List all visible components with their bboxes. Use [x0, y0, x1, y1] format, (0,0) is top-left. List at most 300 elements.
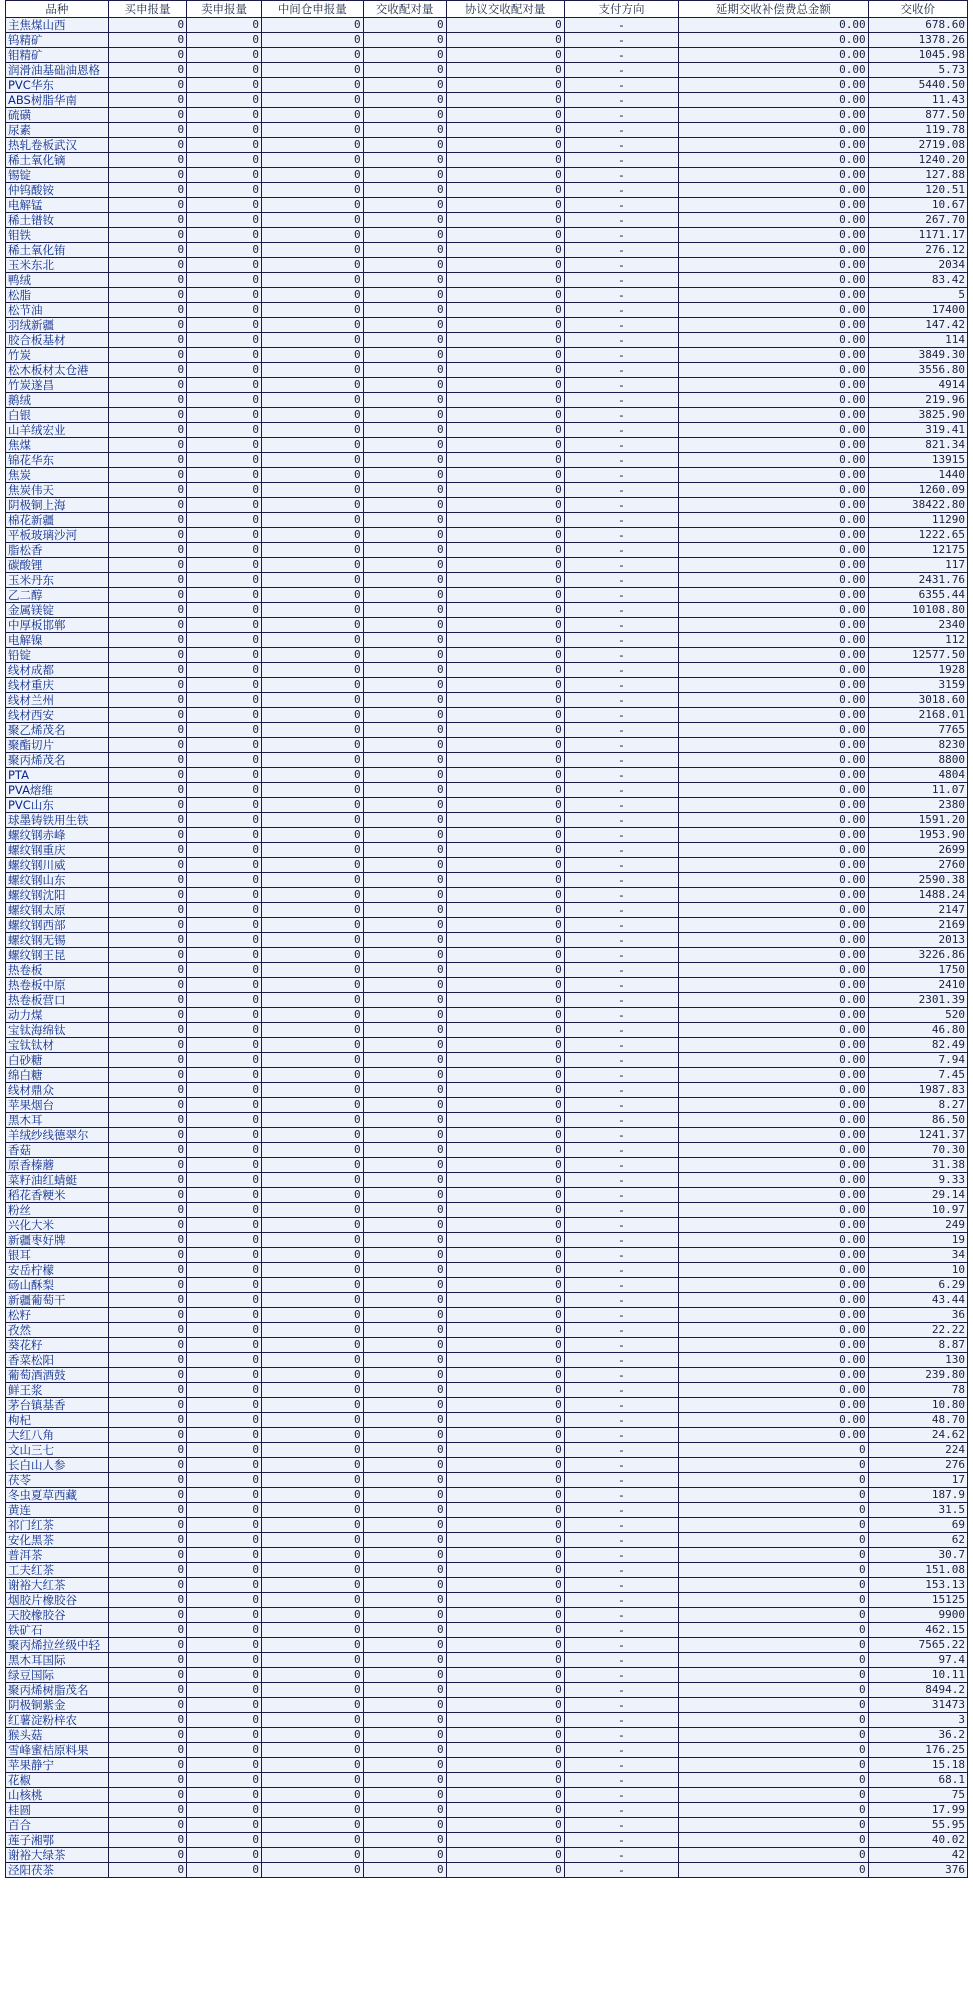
cell-sell-declared: 0 — [187, 1053, 262, 1068]
table-row — [6, 978, 968, 993]
cell-payment-direction: - — [564, 1383, 679, 1398]
cell-agreement-matched: 0 — [446, 363, 564, 378]
cell-matched: 0 — [363, 1383, 446, 1398]
cell-settlement-price: 2169 — [868, 918, 967, 933]
cell-buy-declared: 0 — [108, 63, 186, 78]
cell-middle-declared: 0 — [261, 1773, 363, 1788]
table-row — [6, 1698, 968, 1713]
cell-deferral-fee: 0.00 — [679, 1368, 868, 1383]
cell-middle-declared: 0 — [261, 1068, 363, 1083]
cell-agreement-matched: 0 — [446, 48, 564, 63]
cell-matched: 0 — [363, 63, 446, 78]
cell-payment-direction: - — [564, 288, 679, 303]
cell-matched: 0 — [363, 198, 446, 213]
cell-settlement-price: 86.50 — [868, 1113, 967, 1128]
cell-payment-direction: - — [564, 1218, 679, 1233]
cell-deferral-fee: 0 — [679, 1533, 868, 1548]
cell-agreement-matched: 0 — [446, 1728, 564, 1743]
table-row — [6, 1173, 968, 1188]
cell-agreement-matched: 0 — [446, 1068, 564, 1083]
cell-matched: 0 — [363, 1608, 446, 1623]
cell-sell-declared: 0 — [187, 1503, 262, 1518]
cell-variety: 百合 — [6, 1818, 109, 1833]
cell-buy-declared: 0 — [108, 1113, 186, 1128]
cell-buy-declared: 0 — [108, 423, 186, 438]
cell-deferral-fee: 0.00 — [679, 468, 868, 483]
cell-settlement-price: 678.60 — [868, 18, 967, 33]
cell-middle-declared: 0 — [261, 888, 363, 903]
table-row — [6, 1773, 968, 1788]
cell-middle-declared: 0 — [261, 1458, 363, 1473]
cell-settlement-price: 7.45 — [868, 1068, 967, 1083]
cell-variety: 孜然 — [6, 1323, 109, 1338]
cell-deferral-fee: 0.00 — [679, 1053, 868, 1068]
cell-variety: 松脂 — [6, 288, 109, 303]
cell-agreement-matched: 0 — [446, 183, 564, 198]
cell-middle-declared: 0 — [261, 678, 363, 693]
cell-agreement-matched: 0 — [446, 1848, 564, 1863]
table-row — [6, 558, 968, 573]
cell-middle-declared: 0 — [261, 1623, 363, 1638]
cell-variety: 稀土氧化镝 — [6, 153, 109, 168]
cell-payment-direction: - — [564, 1143, 679, 1158]
table-row — [6, 1563, 968, 1578]
cell-payment-direction: - — [564, 558, 679, 573]
cell-sell-declared: 0 — [187, 1248, 262, 1263]
cell-payment-direction: - — [564, 1293, 679, 1308]
cell-deferral-fee: 0 — [679, 1683, 868, 1698]
cell-deferral-fee: 0.00 — [679, 18, 868, 33]
cell-buy-declared: 0 — [108, 1758, 186, 1773]
cell-variety: 金属镁锭 — [6, 603, 109, 618]
cell-variety: 聚丙烯茂名 — [6, 753, 109, 768]
cell-matched: 0 — [363, 78, 446, 93]
cell-settlement-price: 12577.50 — [868, 648, 967, 663]
cell-matched: 0 — [363, 1533, 446, 1548]
cell-middle-declared: 0 — [261, 828, 363, 843]
cell-sell-declared: 0 — [187, 1188, 262, 1203]
cell-deferral-fee: 0.00 — [679, 348, 868, 363]
cell-deferral-fee: 0.00 — [679, 153, 868, 168]
cell-agreement-matched: 0 — [446, 708, 564, 723]
cell-sell-declared: 0 — [187, 423, 262, 438]
cell-buy-declared: 0 — [108, 108, 186, 123]
cell-variety: 鲜王浆 — [6, 1383, 109, 1398]
cell-matched: 0 — [363, 423, 446, 438]
cell-variety: 锦花华东 — [6, 453, 109, 468]
cell-deferral-fee: 0.00 — [679, 618, 868, 633]
cell-deferral-fee: 0.00 — [679, 408, 868, 423]
cell-matched: 0 — [363, 1188, 446, 1203]
cell-payment-direction: - — [564, 1173, 679, 1188]
cell-middle-declared: 0 — [261, 108, 363, 123]
cell-deferral-fee: 0.00 — [679, 573, 868, 588]
cell-matched: 0 — [363, 1518, 446, 1533]
cell-payment-direction: - — [564, 1068, 679, 1083]
table-row — [6, 1683, 968, 1698]
cell-middle-declared: 0 — [261, 1833, 363, 1848]
cell-deferral-fee: 0.00 — [679, 783, 868, 798]
cell-deferral-fee: 0.00 — [679, 1143, 868, 1158]
cell-variety: 竹炭遂昌 — [6, 378, 109, 393]
cell-sell-declared: 0 — [187, 678, 262, 693]
cell-sell-declared: 0 — [187, 78, 262, 93]
table-row — [6, 1833, 968, 1848]
cell-matched: 0 — [363, 438, 446, 453]
cell-sell-declared: 0 — [187, 393, 262, 408]
cell-buy-declared: 0 — [108, 1773, 186, 1788]
cell-variety: 烟胶片橡胶谷 — [6, 1593, 109, 1608]
cell-settlement-price: 267.70 — [868, 213, 967, 228]
cell-matched: 0 — [363, 273, 446, 288]
cell-buy-declared: 0 — [108, 918, 186, 933]
cell-deferral-fee: 0.00 — [679, 393, 868, 408]
cell-agreement-matched: 0 — [446, 1473, 564, 1488]
cell-buy-declared: 0 — [108, 213, 186, 228]
table-row — [6, 948, 968, 963]
cell-middle-declared: 0 — [261, 318, 363, 333]
cell-middle-declared: 0 — [261, 588, 363, 603]
cell-deferral-fee: 0.00 — [679, 1233, 868, 1248]
cell-deferral-fee: 0.00 — [679, 483, 868, 498]
table-row — [6, 1533, 968, 1548]
cell-sell-declared: 0 — [187, 1743, 262, 1758]
cell-agreement-matched: 0 — [446, 93, 564, 108]
header-payment-direction: 支付方向 — [564, 1, 679, 18]
cell-matched: 0 — [363, 888, 446, 903]
cell-buy-declared: 0 — [108, 1818, 186, 1833]
cell-buy-declared: 0 — [108, 528, 186, 543]
cell-buy-declared: 0 — [108, 1233, 186, 1248]
cell-deferral-fee: 0.00 — [679, 1008, 868, 1023]
cell-sell-declared: 0 — [187, 888, 262, 903]
table-row — [6, 723, 968, 738]
cell-agreement-matched: 0 — [446, 588, 564, 603]
cell-deferral-fee: 0 — [679, 1668, 868, 1683]
cell-matched: 0 — [363, 18, 446, 33]
cell-matched: 0 — [363, 1263, 446, 1278]
cell-variety: 铅锭 — [6, 648, 109, 663]
cell-buy-declared: 0 — [108, 318, 186, 333]
cell-middle-declared: 0 — [261, 873, 363, 888]
cell-sell-declared: 0 — [187, 813, 262, 828]
cell-sell-declared: 0 — [187, 1608, 262, 1623]
cell-payment-direction: - — [564, 348, 679, 363]
table-row — [6, 393, 968, 408]
cell-settlement-price: 120.51 — [868, 183, 967, 198]
cell-variety: 热卷板 — [6, 963, 109, 978]
cell-agreement-matched: 0 — [446, 1818, 564, 1833]
cell-variety: PVC华东 — [6, 78, 109, 93]
cell-payment-direction: - — [564, 513, 679, 528]
table-row — [6, 693, 968, 708]
cell-buy-declared: 0 — [108, 573, 186, 588]
cell-agreement-matched: 0 — [446, 558, 564, 573]
cell-sell-declared: 0 — [187, 408, 262, 423]
cell-agreement-matched: 0 — [446, 1128, 564, 1143]
cell-deferral-fee: 0.00 — [679, 1308, 868, 1323]
cell-payment-direction: - — [564, 393, 679, 408]
cell-middle-declared: 0 — [261, 1188, 363, 1203]
cell-agreement-matched: 0 — [446, 573, 564, 588]
cell-agreement-matched: 0 — [446, 408, 564, 423]
cell-agreement-matched: 0 — [446, 423, 564, 438]
cell-buy-declared: 0 — [108, 453, 186, 468]
cell-deferral-fee: 0.00 — [679, 813, 868, 828]
cell-variety: 线材鼎众 — [6, 1083, 109, 1098]
cell-sell-declared: 0 — [187, 1083, 262, 1098]
cell-payment-direction: - — [564, 1248, 679, 1263]
cell-settlement-price: 376 — [868, 1863, 967, 1878]
cell-variety: 螺纹钢太原 — [6, 903, 109, 918]
cell-middle-declared: 0 — [261, 813, 363, 828]
cell-matched: 0 — [363, 873, 446, 888]
cell-middle-declared: 0 — [261, 1698, 363, 1713]
cell-variety: 苹果烟台 — [6, 1098, 109, 1113]
cell-middle-declared: 0 — [261, 1383, 363, 1398]
cell-matched: 0 — [363, 1068, 446, 1083]
cell-middle-declared: 0 — [261, 183, 363, 198]
table-row — [6, 1638, 968, 1653]
cell-variety: 红薯淀粉梓农 — [6, 1713, 109, 1728]
cell-buy-declared: 0 — [108, 1413, 186, 1428]
cell-payment-direction: - — [564, 1743, 679, 1758]
cell-variety: 文山三七 — [6, 1443, 109, 1458]
table-row — [6, 1518, 968, 1533]
cell-middle-declared: 0 — [261, 1173, 363, 1188]
cell-payment-direction: - — [564, 1728, 679, 1743]
cell-settlement-price: 46.80 — [868, 1023, 967, 1038]
cell-matched: 0 — [363, 1848, 446, 1863]
cell-settlement-price: 83.42 — [868, 273, 967, 288]
cell-agreement-matched: 0 — [446, 1533, 564, 1548]
table-row — [6, 213, 968, 228]
cell-matched: 0 — [363, 933, 446, 948]
cell-matched: 0 — [363, 1638, 446, 1653]
cell-agreement-matched: 0 — [446, 1008, 564, 1023]
cell-agreement-matched: 0 — [446, 1158, 564, 1173]
cell-sell-declared: 0 — [187, 648, 262, 663]
cell-matched: 0 — [363, 1713, 446, 1728]
cell-buy-declared: 0 — [108, 1548, 186, 1563]
cell-buy-declared: 0 — [108, 438, 186, 453]
cell-agreement-matched: 0 — [446, 303, 564, 318]
table-row — [6, 1338, 968, 1353]
cell-agreement-matched: 0 — [446, 1788, 564, 1803]
cell-agreement-matched: 0 — [446, 873, 564, 888]
cell-buy-declared: 0 — [108, 183, 186, 198]
cell-deferral-fee: 0.00 — [679, 1383, 868, 1398]
cell-deferral-fee: 0 — [679, 1728, 868, 1743]
table-row — [6, 1803, 968, 1818]
cell-payment-direction: - — [564, 1713, 679, 1728]
cell-settlement-price: 2410 — [868, 978, 967, 993]
cell-middle-declared: 0 — [261, 333, 363, 348]
cell-agreement-matched: 0 — [446, 1218, 564, 1233]
cell-agreement-matched: 0 — [446, 1083, 564, 1098]
cell-settlement-price: 1953.90 — [868, 828, 967, 843]
cell-agreement-matched: 0 — [446, 1608, 564, 1623]
cell-deferral-fee: 0.00 — [679, 933, 868, 948]
cell-payment-direction: - — [564, 1053, 679, 1068]
cell-matched: 0 — [363, 1353, 446, 1368]
table-row — [6, 1263, 968, 1278]
cell-buy-declared: 0 — [108, 948, 186, 963]
cell-agreement-matched: 0 — [446, 1113, 564, 1128]
table-row — [6, 363, 968, 378]
cell-matched: 0 — [363, 858, 446, 873]
cell-buy-declared: 0 — [108, 33, 186, 48]
cell-settlement-price: 2431.76 — [868, 573, 967, 588]
cell-variety: 热轧卷板武汉 — [6, 138, 109, 153]
cell-deferral-fee: 0.00 — [679, 603, 868, 618]
cell-deferral-fee: 0 — [679, 1758, 868, 1773]
cell-agreement-matched: 0 — [446, 858, 564, 873]
cell-matched: 0 — [363, 768, 446, 783]
cell-settlement-price: 1045.98 — [868, 48, 967, 63]
cell-matched: 0 — [363, 798, 446, 813]
cell-settlement-price: 3556.80 — [868, 363, 967, 378]
table-row — [6, 228, 968, 243]
cell-variety: 长白山人参 — [6, 1458, 109, 1473]
cell-deferral-fee: 0.00 — [679, 363, 868, 378]
table-row — [6, 198, 968, 213]
cell-payment-direction: - — [564, 153, 679, 168]
cell-buy-declared: 0 — [108, 1488, 186, 1503]
table-row — [6, 1368, 968, 1383]
table-row — [6, 588, 968, 603]
cell-variety: 线材重庆 — [6, 678, 109, 693]
cell-sell-declared: 0 — [187, 273, 262, 288]
cell-settlement-price: 62 — [868, 1533, 967, 1548]
cell-deferral-fee: 0.00 — [679, 1263, 868, 1278]
cell-middle-declared: 0 — [261, 288, 363, 303]
cell-agreement-matched: 0 — [446, 978, 564, 993]
cell-middle-declared: 0 — [261, 1593, 363, 1608]
table-row — [6, 903, 968, 918]
table-row — [6, 93, 968, 108]
cell-sell-declared: 0 — [187, 708, 262, 723]
cell-deferral-fee: 0.00 — [679, 588, 868, 603]
cell-deferral-fee: 0.00 — [679, 738, 868, 753]
cell-payment-direction: - — [564, 198, 679, 213]
cell-deferral-fee: 0.00 — [679, 723, 868, 738]
cell-agreement-matched: 0 — [446, 918, 564, 933]
cell-variety: 玉米东北 — [6, 258, 109, 273]
cell-payment-direction: - — [564, 1683, 679, 1698]
cell-settlement-price: 276 — [868, 1458, 967, 1473]
cell-agreement-matched: 0 — [446, 903, 564, 918]
cell-settlement-price: 114 — [868, 333, 967, 348]
cell-payment-direction: - — [564, 1848, 679, 1863]
cell-payment-direction: - — [564, 483, 679, 498]
cell-buy-declared: 0 — [108, 543, 186, 558]
cell-payment-direction: - — [564, 1503, 679, 1518]
cell-middle-declared: 0 — [261, 843, 363, 858]
cell-agreement-matched: 0 — [446, 1308, 564, 1323]
cell-variety: 宝钛钛材 — [6, 1038, 109, 1053]
cell-middle-declared: 0 — [261, 1368, 363, 1383]
cell-settlement-price: 176.25 — [868, 1743, 967, 1758]
cell-settlement-price: 36 — [868, 1308, 967, 1323]
cell-matched: 0 — [363, 1248, 446, 1263]
table-row — [6, 1278, 968, 1293]
cell-buy-declared: 0 — [108, 1188, 186, 1203]
cell-settlement-price: 1222.65 — [868, 528, 967, 543]
cell-settlement-price: 2168.01 — [868, 708, 967, 723]
cell-settlement-price: 1928 — [868, 663, 967, 678]
cell-deferral-fee: 0.00 — [679, 1293, 868, 1308]
cell-middle-declared: 0 — [261, 768, 363, 783]
cell-agreement-matched: 0 — [446, 378, 564, 393]
table-row — [6, 423, 968, 438]
cell-matched: 0 — [363, 813, 446, 828]
cell-matched: 0 — [363, 1593, 446, 1608]
cell-agreement-matched: 0 — [446, 1593, 564, 1608]
cell-variety: 棉花新疆 — [6, 513, 109, 528]
cell-agreement-matched: 0 — [446, 1263, 564, 1278]
cell-middle-declared: 0 — [261, 393, 363, 408]
cell-payment-direction: - — [564, 663, 679, 678]
cell-buy-declared: 0 — [108, 1203, 186, 1218]
cell-variety: PTA — [6, 768, 109, 783]
table-row — [6, 303, 968, 318]
cell-payment-direction: - — [564, 63, 679, 78]
table-row — [6, 168, 968, 183]
cell-buy-declared: 0 — [108, 513, 186, 528]
cell-matched: 0 — [363, 288, 446, 303]
cell-sell-declared: 0 — [187, 1428, 262, 1443]
cell-variety: 焦炭伟天 — [6, 483, 109, 498]
cell-agreement-matched: 0 — [446, 1803, 564, 1818]
cell-buy-declared: 0 — [108, 1623, 186, 1638]
cell-middle-declared: 0 — [261, 978, 363, 993]
cell-matched: 0 — [363, 1158, 446, 1173]
cell-middle-declared: 0 — [261, 1743, 363, 1758]
cell-buy-declared: 0 — [108, 1683, 186, 1698]
cell-variety: 润滑油基础油恩格 — [6, 63, 109, 78]
cell-buy-declared: 0 — [108, 1398, 186, 1413]
cell-settlement-price: 239.80 — [868, 1368, 967, 1383]
cell-payment-direction: - — [564, 1128, 679, 1143]
cell-variety: 花椒 — [6, 1773, 109, 1788]
cell-matched: 0 — [363, 213, 446, 228]
cell-agreement-matched: 0 — [446, 198, 564, 213]
cell-buy-declared: 0 — [108, 1563, 186, 1578]
cell-payment-direction: - — [564, 873, 679, 888]
cell-middle-declared: 0 — [261, 1683, 363, 1698]
cell-settlement-price: 2380 — [868, 798, 967, 813]
header-sell-declared: 卖申报量 — [187, 1, 262, 18]
cell-buy-declared: 0 — [108, 1338, 186, 1353]
cell-agreement-matched: 0 — [446, 543, 564, 558]
cell-matched: 0 — [363, 1233, 446, 1248]
cell-agreement-matched: 0 — [446, 798, 564, 813]
cell-buy-declared: 0 — [108, 1533, 186, 1548]
cell-payment-direction: - — [564, 948, 679, 963]
table-row — [6, 48, 968, 63]
cell-settlement-price: 112 — [868, 633, 967, 648]
cell-deferral-fee: 0 — [679, 1848, 868, 1863]
cell-variety: 山羊绒宏业 — [6, 423, 109, 438]
cell-agreement-matched: 0 — [446, 1653, 564, 1668]
cell-agreement-matched: 0 — [446, 243, 564, 258]
cell-buy-declared: 0 — [108, 813, 186, 828]
cell-payment-direction: - — [564, 1233, 679, 1248]
table-row — [6, 438, 968, 453]
cell-matched: 0 — [363, 1428, 446, 1443]
cell-settlement-price: 2590.38 — [868, 873, 967, 888]
